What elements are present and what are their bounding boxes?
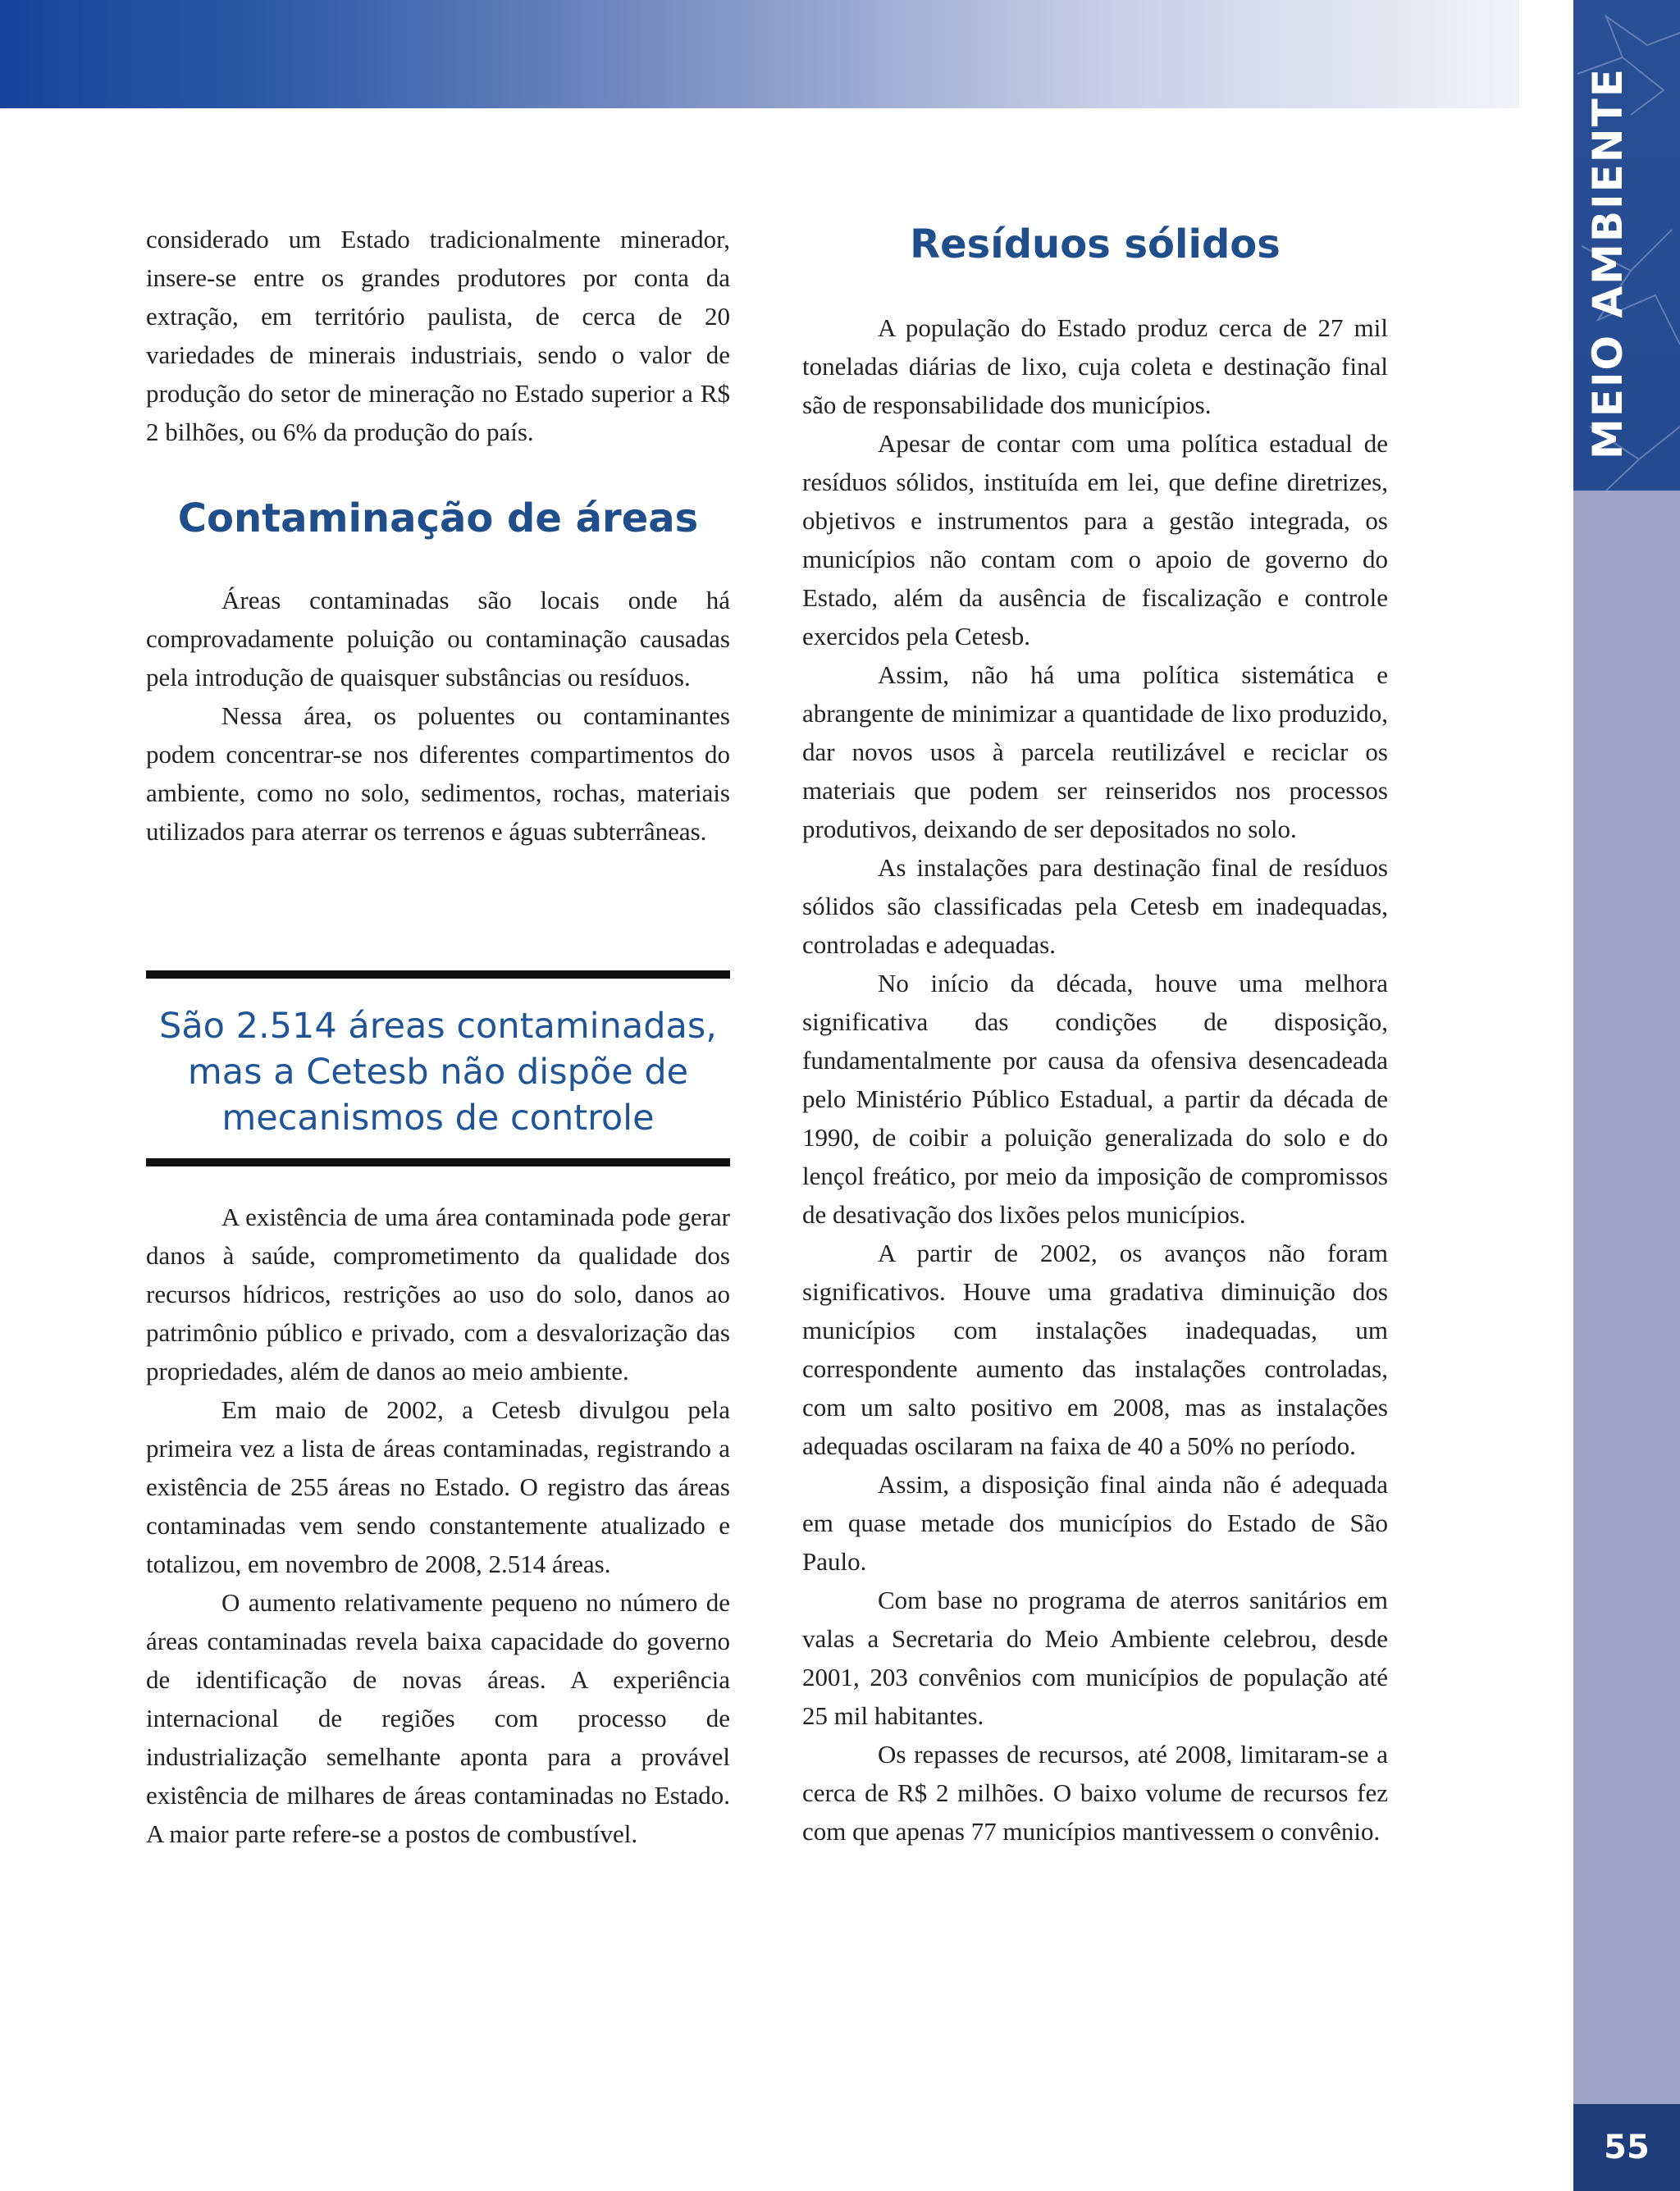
- section-sidebar: [1573, 0, 1680, 2191]
- contamination-details-block: [146, 1198, 730, 1853]
- paragraph: As instalações para destinação final de resíduos sólidos são classificadas pela Cetesb em inadequadas, controladas e adequadas.: [802, 853, 1388, 959]
- paragraph: Áreas contaminadas são locais onde há comprovadamente poluição ou contaminação causadas pela introdução de quaisquer substâncias ou resíduos.: [146, 586, 730, 692]
- paragraph: Em maio de 2002, a Cetesb divulgou pela primeira vez a lista de áreas contaminadas, registrando a existência de 255 áreas no Estado. O registro das áreas contaminadas vem sendo constantemente atualizado e totalizou, em novembro de 2008, 2.514 áreas.: [146, 1395, 730, 1578]
- paragraph: Com base no programa de aterros sanitários em valas a Secretaria do Meio Ambiente celebrou, desde 2001, 203 convênios com municípios de população até 25 mil habitantes.: [802, 1586, 1388, 1730]
- paragraph: A população do Estado produz cerca de 27 mil toneladas diárias de lixo, cuja coleta e destinação final são de responsabilidade dos municípios.: [802, 313, 1388, 419]
- pullquote-top-rule: [146, 970, 730, 979]
- paragraph: Assim, não há uma política sistemática e abrangente de minimizar a quantidade de lixo produzido, dar novos usos à parcela reutilizável e reciclar os materiais que podem ser reinseridos nos processos produtivos, deixando de ser depositados no solo.: [802, 660, 1388, 843]
- solid-waste-text-block: [802, 308, 1388, 1851]
- section-title: MEIO AMBIENTE: [1584, 67, 1632, 459]
- sidebar-title-panel: [1573, 0, 1680, 491]
- paragraph: A partir de 2002, os avanços não foram significativos. Houve uma gradativa diminuição dos municípios com instalações inadequadas, um correspondente aumento das instalações controladas, com um salto positivo em 2008, mas as instalações adequadas oscilaram na faixa de 40 a 50% no período.: [802, 1239, 1388, 1460]
- paragraph: Assim, a disposição final ainda não é adequada em quase metade dos municípios do Estado de São Paulo.: [802, 1470, 1388, 1576]
- paragraph: O aumento relativamente pequeno no número de áreas contaminadas revela baixa capacidade do governo de identificação de novas áreas. A experiência internacional de regiões com processo de industrialização semelhante aponta para a provável existência de milhares de áreas contaminadas no Estado. A maior parte refere-se a postos de combustível.: [146, 1588, 730, 1848]
- pullquote: São 2.514 áreas contaminadas, mas a Cetesb não dispõe de mecanismos de controle: [159, 1006, 717, 1139]
- heading-residuos: Resíduos sólidos: [910, 221, 1281, 267]
- paragraph: Nessa área, os poluentes ou contaminantes podem concentrar-se nos diferentes compartimentos do ambiente, como no solo, sedimentos, rochas, materiais utilizados para aterrar os terrenos e águas subterrâneas.: [146, 701, 730, 846]
- contamination-text-block: [146, 581, 730, 851]
- pullquote-bottom-rule: [146, 1158, 730, 1166]
- intro-paragraph: considerado um Estado tradicionalmente minerador, insere-se entre os grandes produtores por conta da extração, em território paulista, de cerca de 20 variedades de minerais industriais, sendo o valor de produção do setor de mineração no Estado superior a R$ 2 bilhões, ou 6% da produção do país.: [146, 225, 730, 446]
- header-gradient-band: [0, 0, 1519, 108]
- paragraph: Apesar de contar com uma política estadual de resíduos sólidos, instituída em lei, que define diretrizes, objetivos e instrumentos para a gestão integrada, os municípios não contam com o apoio de governo do Estado, além da ausência de fiscalização e controle exercidos pela Cetesb.: [802, 429, 1388, 650]
- paragraph: Os repasses de recursos, até 2008, limitaram-se a cerca de R$ 2 milhões. O baixo volume de recursos fez com que apenas 77 municípios mantivessem o convênio.: [802, 1740, 1388, 1846]
- page-number: 55: [1604, 2129, 1650, 2166]
- page-number-box: [1573, 2104, 1680, 2191]
- heading-contaminacao: Contaminação de áreas: [177, 495, 699, 541]
- paragraph: No início da década, houve uma melhora significativa das condições de disposição, fundamentalmente por causa da ofensiva desencadeada pelo Ministério Público Estadual, a partir da década de 1990, de coibir a poluição generalizada do solo e do lençol freático, por meio da imposição de compromissos de desativação dos lixões pelos municípios.: [802, 969, 1388, 1229]
- paragraph: A existência de uma área contaminada pode gerar danos à saúde, comprometimento da qualidade dos recursos hídricos, restrições ao uso do solo, danos ao patrimônio público e privado, com a desvalorização das propriedades, além de danos ao meio ambiente.: [146, 1203, 730, 1385]
